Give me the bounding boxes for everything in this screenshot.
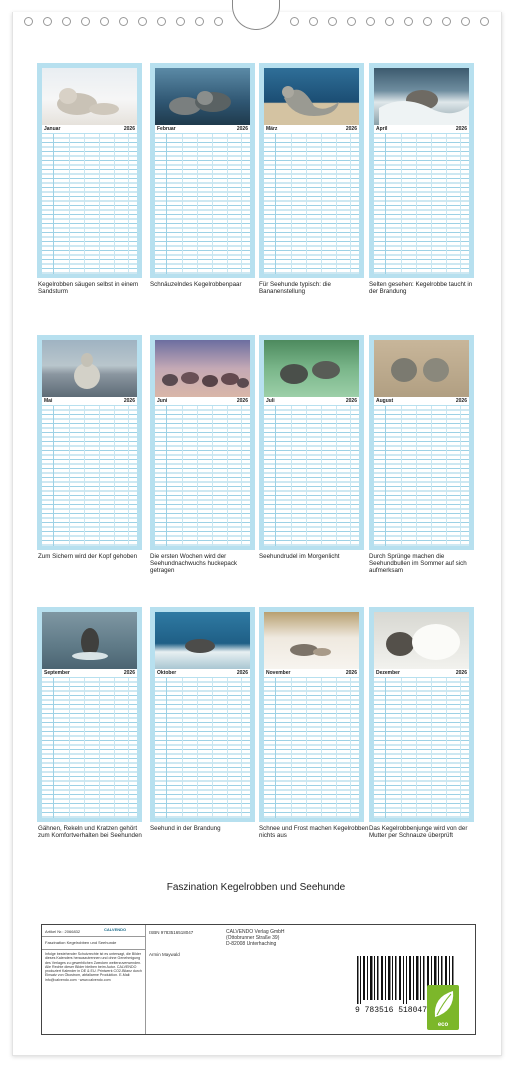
binding-hole [480, 17, 489, 26]
month-year: 2026 [345, 670, 357, 676]
binding-hole [24, 17, 33, 26]
month-card-maerz [259, 63, 364, 278]
month-name: September [44, 670, 70, 676]
month-year: 2026 [236, 398, 248, 404]
binding-hole [176, 17, 185, 26]
month-name: August [376, 398, 394, 404]
divider [42, 949, 145, 950]
binding-hole [442, 17, 451, 26]
month-photo [374, 68, 469, 125]
binding-hole [404, 17, 413, 26]
month-year: 2026 [236, 670, 248, 676]
month-photo [155, 612, 250, 669]
month-name: April [376, 126, 388, 132]
month-year: 2026 [455, 398, 467, 404]
month-header [42, 397, 137, 405]
month-year: 2026 [345, 126, 357, 132]
isbn: ISBN 9783516518047 [149, 930, 194, 935]
month-card-november [259, 607, 364, 822]
month-photo [264, 612, 359, 669]
month-year: 2026 [123, 398, 135, 404]
month-year: 2026 [123, 126, 135, 132]
month-caption: Seehundrudel im Morgenlicht [259, 553, 340, 560]
day-grid [155, 678, 250, 818]
publisher-column [224, 925, 334, 1034]
binding-hole [366, 17, 375, 26]
month-header [42, 125, 137, 133]
month-photo [155, 340, 250, 397]
month-header [374, 397, 469, 405]
publisher-name: CALVENDO Verlag GmbH [226, 929, 285, 935]
month-photo [42, 68, 137, 125]
binding-hole [119, 17, 128, 26]
month-caption: Selten gesehen: Kegelrobbe taucht in der Brandung [369, 281, 473, 295]
month-card-januar [37, 63, 142, 278]
month-name: Februar [157, 126, 176, 132]
binding-hole [290, 17, 299, 26]
barcode-number: 9 783516 518047 [355, 1006, 428, 1014]
month-year: 2026 [236, 126, 248, 132]
binding-hole [423, 17, 432, 26]
day-grid [42, 678, 137, 818]
month-name: Januar [44, 126, 61, 132]
month-card-oktober [150, 607, 255, 822]
day-grid [264, 406, 359, 546]
month-year: 2026 [123, 670, 135, 676]
month-caption: Schnäuzelndes Kegelrobbenpaar [150, 281, 242, 288]
month-name: Juni [157, 398, 168, 404]
month-year: 2026 [455, 670, 467, 676]
calvendo-logo: CALVENDO [104, 927, 127, 932]
month-card-dezember [369, 607, 474, 822]
binding-hole [309, 17, 318, 26]
month-photo [264, 340, 359, 397]
month-caption: Durch Sprünge machen die Seehundbullen im Sommer auf sich aufmerksam [369, 553, 467, 574]
month-photo [374, 612, 469, 669]
month-name: Mai [44, 398, 53, 404]
month-caption: Seehund in der Brandung [150, 825, 221, 832]
binding-hole [347, 17, 356, 26]
day-grid [374, 134, 469, 274]
publisher-street: (Ottobrunner Straße 39) [226, 935, 280, 941]
eco-label: eco [437, 1022, 449, 1028]
day-grid [374, 678, 469, 818]
month-name: Juli [266, 398, 275, 404]
product-title: Faszination Kegelrobben und Seehunde [45, 940, 117, 945]
imprint-box [41, 924, 476, 1035]
month-card-september [37, 607, 142, 822]
author: Armin Maywald [149, 952, 180, 957]
month-caption: Für Seehunde typisch: die Bananenstellung [259, 281, 331, 295]
month-caption: Kegelrobben säugen selbst in einem Sandsturm [38, 281, 139, 295]
binding-hole [81, 17, 90, 26]
imprint-middle-column [146, 925, 222, 1034]
day-grid [155, 134, 250, 274]
binding-hole [328, 17, 337, 26]
month-card-mai [37, 335, 142, 550]
month-caption: Schnee und Frost machen Kegelrobben nichts aus [259, 825, 369, 839]
binding-hole [138, 17, 147, 26]
month-header [374, 669, 469, 677]
month-year: 2026 [455, 126, 467, 132]
divider [42, 936, 145, 937]
month-name: Oktober [157, 670, 177, 676]
publisher-city: D-82008 Unterhaching [226, 941, 277, 947]
calendar-title: Faszination Kegelrobben und Seehunde [166, 882, 346, 893]
month-header [155, 397, 250, 405]
month-year: 2026 [345, 398, 357, 404]
month-name: Dezember [376, 670, 400, 676]
month-header [155, 125, 250, 133]
month-photo [155, 68, 250, 125]
day-grid [264, 134, 359, 274]
month-header [155, 669, 250, 677]
month-header [264, 669, 359, 677]
day-grid [264, 678, 359, 818]
binding-hole [195, 17, 204, 26]
month-card-april [369, 63, 474, 278]
day-grid [42, 406, 137, 546]
month-caption: Zum Sichern wird der Kopf gehoben [38, 553, 138, 560]
binding-holes [24, 17, 494, 31]
month-name: März [266, 126, 278, 132]
month-card-juli [259, 335, 364, 550]
binding-hole [62, 17, 71, 26]
legal-notice: Infolge bestehender Schutzrechte ist es untersagt, die Bilder dieses Kalenders herauszutrennen und ohne Genehmigung des Verlages zu gewerblichen Zwecken weiterzuverwenden. Alle Rechte dieser Bilder bleiben beim Autor. CALVENDO produziert Kalender in DE & EU. Printwerk CO2-Bilanz durch Einsatz von Ökostrom, abfallarme Produktion. E-Mail: info@calvendo.com · www.calvendo.com [45, 952, 142, 982]
day-grid [155, 406, 250, 546]
month-name: November [266, 670, 291, 676]
article-number: Artikel Nr.: 2066832 [45, 929, 81, 934]
month-header [42, 669, 137, 677]
month-caption: Gähnen, Rekeln und Kratzen gehört zum Komfortverhalten bei Seehunden [38, 825, 142, 839]
month-caption: Das Kegelrobbenjunge wird von der Mutter per Schnauze überprüft [369, 825, 468, 839]
month-caption: Die ersten Wochen wird der Seehundnachwuchs huckepack getragen [150, 553, 238, 574]
month-photo [42, 340, 137, 397]
month-card-februar [150, 63, 255, 278]
binding-hole [43, 17, 52, 26]
binding-hole [461, 17, 470, 26]
binding-hole [385, 17, 394, 26]
day-grid [42, 134, 137, 274]
imprint-left-column [42, 925, 146, 1034]
month-card-august [369, 335, 474, 550]
month-photo [264, 68, 359, 125]
binding-hole [100, 17, 109, 26]
month-card-juni [150, 335, 255, 550]
month-photo [374, 340, 469, 397]
binding-hole [157, 17, 166, 26]
eco-logo [427, 985, 459, 1030]
month-header [264, 125, 359, 133]
month-header [374, 125, 469, 133]
month-header [264, 397, 359, 405]
month-photo [42, 612, 137, 669]
binding-hole [214, 17, 223, 26]
day-grid [374, 406, 469, 546]
